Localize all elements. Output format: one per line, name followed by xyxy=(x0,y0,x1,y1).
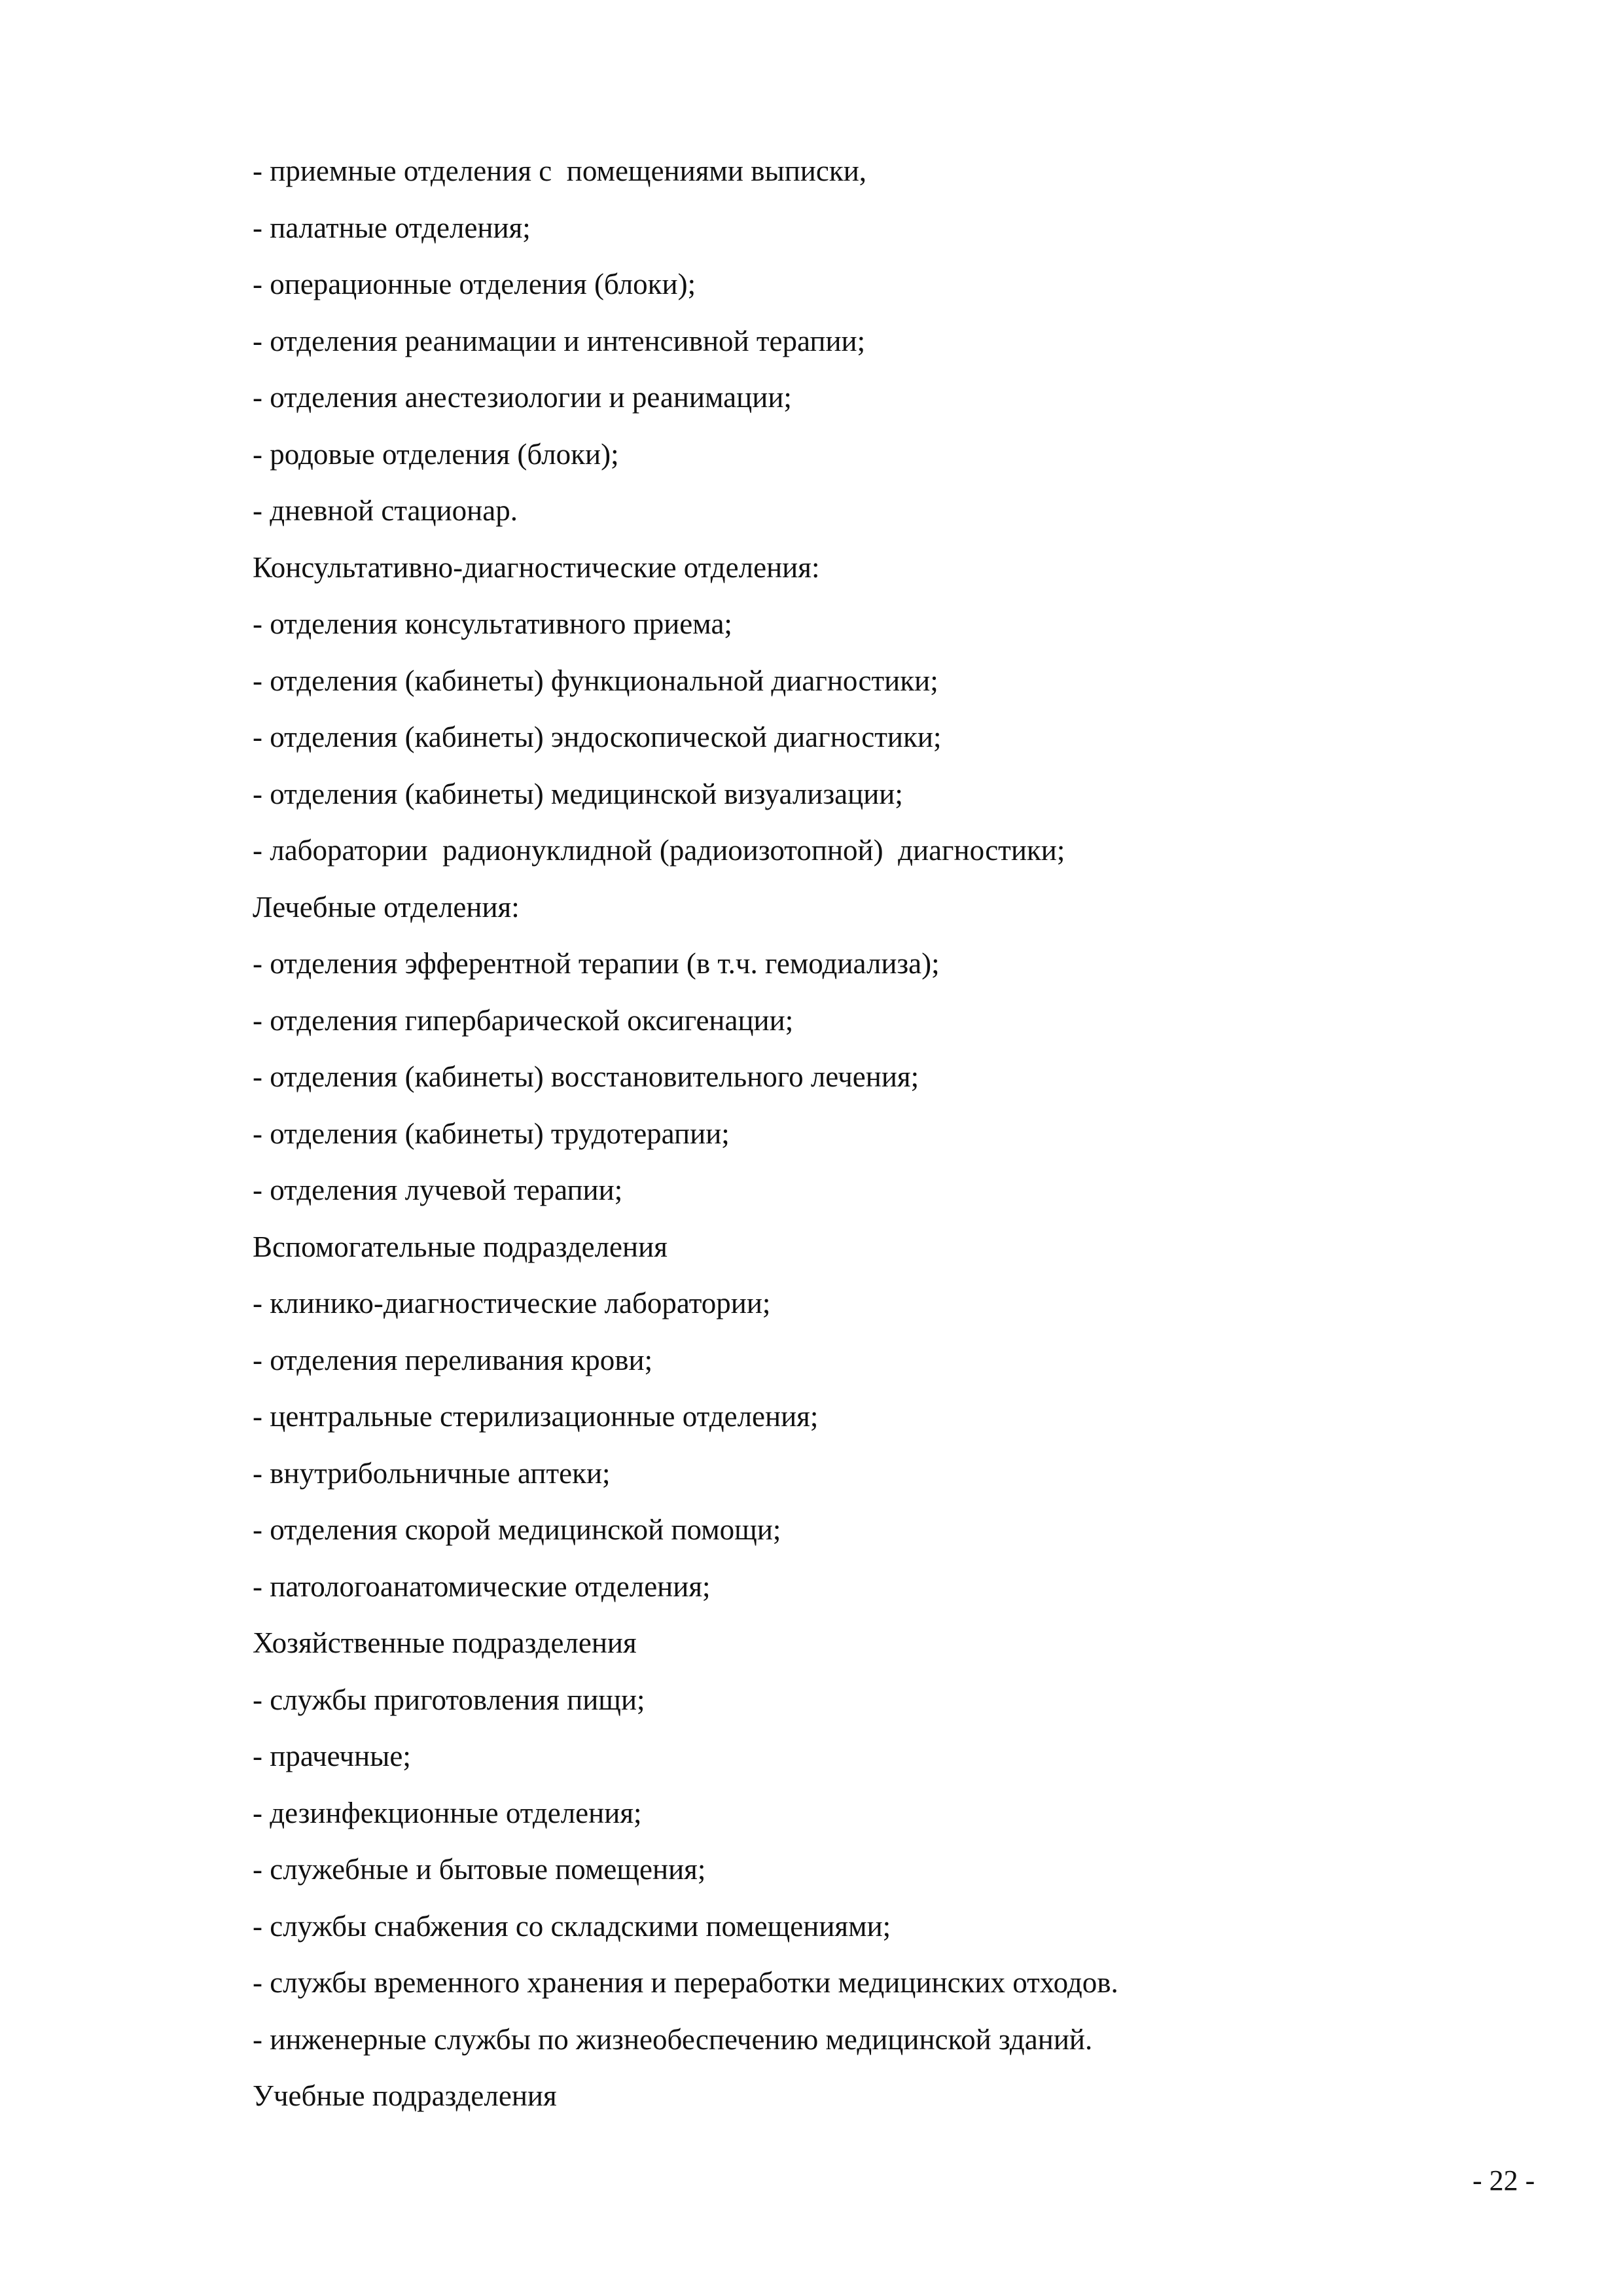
section-heading: Вспомогательные подразделения xyxy=(253,1230,668,1263)
bullet-line: - отделения скорой медицинской помощи; xyxy=(253,1513,781,1546)
bullet-line: - отделения (кабинеты) трудотерапии; xyxy=(253,1117,730,1150)
bullet-line: - внутрибольничные аптеки; xyxy=(253,1456,611,1490)
bullet-line: - центральные стерилизационные отделения; xyxy=(253,1400,819,1433)
bullet-line: - прачечные; xyxy=(253,1740,411,1772)
bullet-line: - отделения (кабинеты) медицинской визуализации; xyxy=(253,777,903,810)
section-heading: Лечебные отделения: xyxy=(253,890,520,924)
bullet-line: - палатные отделения; xyxy=(253,211,531,244)
bullet-line: - отделения (кабинеты) эндоскопической диагностики; xyxy=(253,721,942,753)
bullet-line: - дневной стационар. xyxy=(253,494,518,527)
document-body xyxy=(253,143,1496,2125)
bullet-line: - отделения анестезиологии и реанимации; xyxy=(253,381,792,414)
bullet-line: - родовые отделения (блоки); xyxy=(253,437,619,471)
bullet-line: - инженерные службы по жизнеобеспечению медицинской зданий. xyxy=(253,2022,1093,2056)
bullet-line: - отделения реанимации и интенсивной терапии; xyxy=(253,324,866,357)
bullet-line: - отделения лучевой терапии; xyxy=(253,1174,623,1206)
bullet-line: - отделения консультативного приема; xyxy=(253,607,732,640)
bullet-line: - отделения гипербарической оксигенации; xyxy=(253,1003,794,1037)
bullet-line: - операционные отделения (блоки); xyxy=(253,268,696,300)
section-heading: Учебные подразделения xyxy=(253,2079,557,2112)
page-number: - 22 - xyxy=(1472,2164,1535,2197)
bullet-line: - лаборатории радионуклидной (радиоизотопной) диагностики; xyxy=(253,834,1065,867)
bullet-line: - патологоанатомические отделения; xyxy=(253,1570,711,1603)
section-heading: Хозяйственные подразделения xyxy=(253,1626,637,1659)
bullet-line: - дезинфекционные отделения; xyxy=(253,1796,642,1829)
bullet-line: - отделения (кабинеты) функциональной диагностики; xyxy=(253,664,938,697)
section-heading: Консультативно-диагностические отделения: xyxy=(253,550,820,584)
bullet-line: - отделения эфферентной терапии (в т.ч. гемодиализа); xyxy=(253,947,940,980)
bullet-line: - клинико-диагностические лаборатории; xyxy=(253,1287,771,1319)
bullet-line: - отделения (кабинеты) восстановительного лечения; xyxy=(253,1060,919,1093)
bullet-line: - службы приготовления пищи; xyxy=(253,1683,645,1716)
bullet-line: - службы снабжения со складскими помещениями; xyxy=(253,1909,891,1943)
bullet-line: - приемные отделения с помещениями выписки, xyxy=(253,154,867,187)
bullet-line: - служебные и бытовые помещения; xyxy=(253,1853,706,1886)
bullet-line: - службы временного хранения и переработки медицинских отходов. xyxy=(253,1966,1118,1999)
bullet-line: - отделения переливания крови; xyxy=(253,1343,653,1376)
